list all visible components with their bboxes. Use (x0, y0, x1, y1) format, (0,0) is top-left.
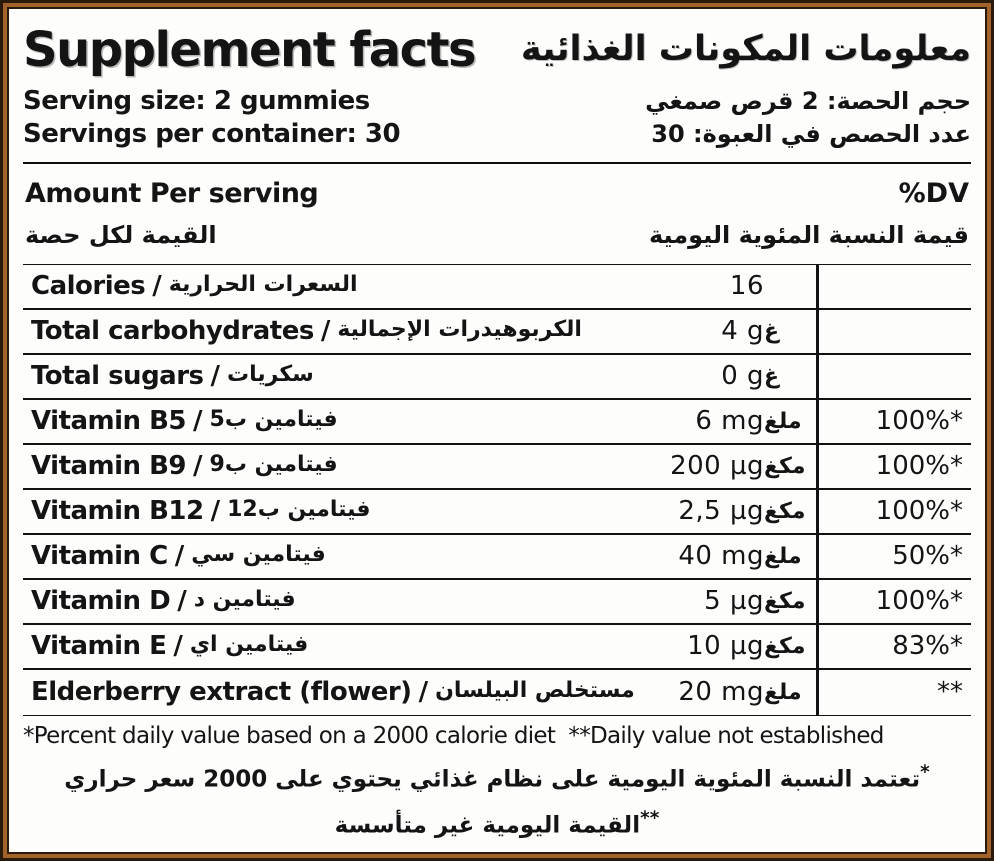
amount-header-en: Amount Per serving (25, 178, 319, 210)
nutrient-name-en: Vitamin C (31, 541, 168, 572)
page-title-en: Supplement facts (23, 22, 476, 78)
nutrient-name-cell (23, 265, 616, 308)
nutrient-name-en: Vitamin B9 (31, 451, 187, 482)
nutrient-name-ar: فيتامين ب9 (209, 451, 338, 477)
nutrient-amount: 2,5 µg (678, 496, 764, 527)
nutrient-amount: 5 µg (704, 586, 764, 617)
nutrient-name-ar: فيتامين سي (191, 541, 326, 567)
nutrient-name-cell (23, 670, 635, 715)
serving-info-ar (645, 85, 971, 151)
table-row (23, 310, 971, 355)
nutrient-name-cell (23, 535, 616, 578)
dv-header-en: %DV (898, 178, 969, 210)
serving-info (23, 85, 971, 151)
nutrient-unit-ar: ملغ (764, 543, 802, 569)
label-frame-accent (3, 3, 991, 858)
serving-size-ar: حجم الحصة: 2 قرص صمغي (645, 87, 971, 115)
servings-per-container-en: Servings per container: 30 (23, 119, 401, 149)
footnote-ar-text-2: القيمة اليومية غير متأسسة (334, 813, 641, 839)
amount-header-ar: القيمة لكل حصة (25, 221, 217, 250)
nutrient-name-en: Elderberry extract (flower) (31, 677, 412, 708)
nutrient-dv: 100%* (816, 490, 971, 533)
nutrient-name-cell (23, 490, 616, 533)
nutrient-name-ar: فيتامين د (193, 586, 296, 612)
nutrient-dv (816, 355, 971, 398)
title-row (23, 19, 971, 81)
nutrient-name-en: Total sugars (31, 361, 204, 392)
nutrient-dv: 100%* (816, 445, 971, 488)
nutrient-name-ar: سكريات (227, 361, 314, 387)
nutrient-unit-ar: ملغ (764, 679, 802, 705)
footnote-ar-asterisk-1: * (920, 761, 930, 783)
nutrient-amount: 0 g (721, 361, 764, 392)
footnote-ar (23, 753, 971, 846)
name-separator: / (210, 361, 221, 392)
divider-footer-bar (23, 715, 971, 716)
supplement-facts-panel (7, 7, 987, 854)
nutrient-name-en: Vitamin E (31, 631, 167, 662)
nutrient-unit-ar (764, 265, 816, 308)
nutrient-name-ar: الكربوهيدرات الإجمالية (337, 316, 582, 342)
table-row (23, 400, 971, 445)
serving-info-en (23, 85, 400, 151)
page-title-ar: معلومات المكونات الغذائية (520, 29, 971, 69)
table-row (23, 670, 971, 715)
name-separator: / (418, 677, 429, 708)
nutrient-unit-ar: غ (764, 363, 780, 389)
name-separator: / (152, 271, 162, 302)
nutrient-name-en: Calories (31, 271, 146, 302)
nutrient-name-cell (23, 355, 616, 398)
column-headers (23, 164, 971, 264)
nutrient-name-ar: فيتامين ب12 (227, 496, 371, 522)
nutrient-dv: 50%* (816, 535, 971, 578)
nutrient-amount: 10 µg (687, 631, 764, 662)
footnote-ar-asterisk-2: ** (640, 808, 660, 830)
nutrient-name-cell (23, 580, 616, 623)
table-row (23, 445, 971, 490)
nutrient-amount: 16 (729, 271, 764, 302)
serving-size-en: Serving size: 2 gummies (23, 86, 370, 116)
table-row (23, 625, 971, 670)
nutrient-unit-ar: مكغ (764, 588, 806, 614)
nutrient-name-cell (23, 445, 616, 488)
nutrient-amount: 20 mg (678, 677, 764, 708)
nutrient-unit-ar: غ (764, 318, 780, 344)
nutrient-unit-ar: ملغ (764, 408, 802, 434)
name-separator: / (193, 406, 203, 437)
name-separator: / (320, 316, 331, 347)
nutrient-amount: 6 mg (695, 406, 764, 437)
nutrient-amount: 40 mg (678, 541, 764, 572)
nutrient-amount: 200 µg (670, 451, 764, 482)
nutrient-name-ar: مستخلص البيلسان (435, 677, 635, 703)
name-separator: / (210, 496, 221, 527)
table-row (23, 580, 971, 625)
table-row (23, 535, 971, 580)
name-separator: / (173, 631, 183, 662)
nutrient-name-en: Vitamin B12 (31, 496, 204, 527)
name-separator: / (174, 541, 185, 572)
nutrient-name-ar: السعرات الحرارية (168, 271, 358, 297)
nutrient-unit-ar: مكغ (764, 498, 806, 524)
nutrient-unit-ar: مكغ (764, 633, 806, 659)
nutrient-name-cell (23, 400, 616, 443)
servings-per-container-ar: عدد الحصص في العبوة: 30 (651, 120, 971, 148)
nutrient-dv: 100%* (816, 400, 971, 443)
nutrient-name-en: Vitamin D (31, 586, 171, 617)
nutrient-dv (816, 265, 971, 308)
footnote-ar-text-1: تعتمد النسبة المئوية اليومية على نظام غذائي يحتوي على 2000 سعر حراري (64, 766, 921, 793)
nutrient-table-body (23, 265, 971, 715)
nutrient-name-cell (23, 625, 616, 668)
nutrient-dv: 100%* (816, 580, 971, 623)
name-separator: / (193, 451, 203, 482)
nutrient-name-cell (23, 310, 616, 353)
dv-header-ar: قيمة النسبة المئوية اليومية (648, 221, 969, 250)
table-row (23, 490, 971, 535)
nutrient-amount: 4 g (721, 316, 764, 347)
table-row (23, 355, 971, 400)
footnote-en: *Percent daily value based on a 2000 calorie diet **Daily value not established (23, 722, 884, 749)
nutrient-name-en: Total carbohydrates (31, 316, 314, 347)
nutrient-name-ar: فيتامين ب5 (209, 406, 338, 432)
nutrient-name-en: Vitamin B5 (31, 406, 187, 437)
name-separator: / (177, 586, 187, 617)
nutrient-unit-ar: مكغ (764, 453, 806, 479)
nutrient-dv (816, 310, 971, 353)
nutrient-dv: ** (816, 670, 971, 715)
nutrient-dv: 83%* (816, 625, 971, 668)
nutrient-name-ar: فيتامين اي (189, 631, 309, 657)
table-row (23, 265, 971, 310)
